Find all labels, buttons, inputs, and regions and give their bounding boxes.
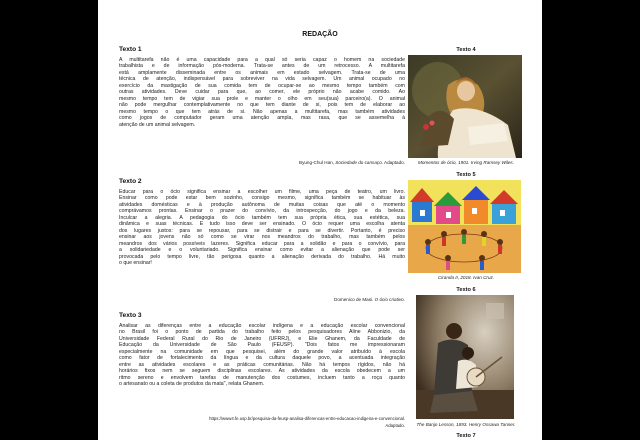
text-line: o que ensinar! xyxy=(119,259,152,266)
text-3-source: https://www4.fe.usp.br/pesquisa-da-feusp-analisa-diferencas-entre-educacao-indigena-e-convencional. xyxy=(209,416,405,421)
text-line: horários fixos nem se seguem disciplinas escolares. As atividades da escola obedecem a um xyxy=(119,368,405,375)
text-line: Educação da Universidade de São Paulo (FEUSP). "Dois fatos me impressionaram xyxy=(119,342,405,349)
painting-ciranda-svg xyxy=(408,180,521,273)
text-6-caption: The Banjo Lesson, 1893. Henry Ossawa Tanner. xyxy=(416,422,516,427)
text-line: meandros dos vários possíveis lazeres. Significa educar para a solidão e para o convívio, para xyxy=(119,240,405,247)
text-line: atividades domésticas e à produção autônoma de muitas coisas que até o momento xyxy=(119,201,405,208)
text-line: mesmo tempo tem de vigiar sua prole e manter o olho em seu(sua) parceiro(a). O animal xyxy=(119,95,405,102)
text-2-body xyxy=(119,189,405,266)
text-line: ensinar aos jovens não só como se virar nos meandros do trabalho, mas também pelos xyxy=(119,234,405,241)
document-page xyxy=(98,0,542,440)
text-line: dos lugares justos: para se repousar, para se distrair e para se divertir. Portanto, é preciso xyxy=(119,227,405,234)
text-line: Ensinar como pode estar bem sozinho, consigo mesmo, significa também se habituar às xyxy=(119,195,405,202)
painting-woman-reading-svg xyxy=(408,55,522,158)
text-line: trabalhista e de informação pós-moderna. Trata-se antes de um retrocesso. A multitarefa xyxy=(119,63,405,70)
page-title: REDAÇÃO xyxy=(302,31,338,38)
text-line: ritmo sereno e envolvem tarefas de manutenção dos costumes, incluem tanto a roça quanto xyxy=(119,374,405,381)
text-6-label: Texto 6 xyxy=(456,287,476,293)
text-line: não pode mergulhar contemplativamente no que tem diante de si, pois tem de elaborar ao xyxy=(119,102,405,109)
text-line: o artesanato ou a coleta de produtos da mata", relata Ghanem. xyxy=(119,381,265,388)
text-line: como jogos de computador geram uma atenção ampla, mas rasa, que se assemelha à xyxy=(119,115,405,122)
text-line: especialmente na comunidade em que pesquisei, além do grande valor atribuído à escola xyxy=(119,348,405,355)
painting-banjo-lesson-svg xyxy=(416,295,514,419)
text-line: outras atividades. Deve cuidar para que, ao comer, ele próprio não acabe comido. Ao xyxy=(119,89,405,96)
text-line: Inculcar a alegria. A pedagogia do ócio também tem sua própria ética, sua estética, sua xyxy=(119,214,405,221)
text-1-body xyxy=(119,57,405,128)
text-line: exercício da mastigação de sua comida tem de ocupar-se ao mesmo tempo também com xyxy=(119,82,405,89)
painting-ciranda xyxy=(408,180,521,273)
text-line: comprávamos prontas. Ensinar o prazer do convívio, da introspecção, do jogo e da beleza. xyxy=(119,208,405,215)
text-line: técnica de atenção, indispensável para sobreviver na vida selvagem. Um animal ocupado no xyxy=(119,76,405,83)
text-line: provocada pelo tempo livre, tão perigosa quanto a alienação derivada do trabalho. Há muito xyxy=(119,253,405,260)
text-4-label: Texto 4 xyxy=(456,47,476,53)
text-line: Universidade Federal Rural do Rio de Janeiro (UFRRJ), e Elie Ghanem, da Faculdade de xyxy=(119,335,405,342)
painting-banjo-lesson xyxy=(416,295,514,419)
text-1-label: Texto 1 xyxy=(119,46,142,53)
text-line: está amplamente disseminada entre os animais em estado selvagem. Trata-se de uma xyxy=(119,69,405,76)
text-5-caption: Ciranda II, 2018. Ivan Cruz. xyxy=(437,275,495,280)
painting-woman-reading xyxy=(408,55,522,158)
text-line: dinâmica e suas técnicas. E tudo isso deve ser ensinado. O ócio requer uma escolha atenta xyxy=(119,221,405,228)
text-line: mesmo tempo o que tem atrás de si. Não apenas a multitarefa, mas também atividades xyxy=(119,108,405,115)
text-2-source: Domenico de Masi. O ócio criativo. xyxy=(334,297,405,302)
text-7-label: Texto 7 xyxy=(456,433,476,439)
text-5-label: Texto 5 xyxy=(456,172,476,178)
text-line: Analisar as diferenças entre a educação escolar indígena e a educação escolar convencional xyxy=(119,323,405,329)
text-1-source: Byung-Chul Han, Sociedade do cansaço. Adaptado. xyxy=(299,160,405,165)
text-3-body xyxy=(119,323,405,388)
text-line: atenção de um animal selvagem. xyxy=(119,121,196,128)
text-3-label: Texto 3 xyxy=(119,312,142,319)
text-line: no Brasil foi o ponto de partida do trabalho feito pelos pesquisadores Aline Abbonizio, da xyxy=(119,329,405,336)
text-line: a solidariedade e o voluntariado. Significa ensinar como evitar a alienação que pode ser xyxy=(119,247,405,254)
text-2-label: Texto 2 xyxy=(119,178,142,185)
text-3-source-note: Adaptado. xyxy=(385,423,405,428)
text-line: A multitarefa não é uma capacidade para a qual só seria capaz o homem na sociedade xyxy=(119,57,405,63)
text-line: como fator de fortalecimento da língua e da cultura daquele povo, a acentuada integração xyxy=(119,355,405,362)
text-4-caption: Momentos de ócio, 1901. Irving Ramsey Wiles. xyxy=(418,160,514,165)
text-line: Educar para o ócio significa ensinar a escolher um filme, uma peça de teatro, um livro. xyxy=(119,189,405,195)
text-line: entre as atividades escolares e as práticas comunitárias. Não há tempos rígidos, não há xyxy=(119,361,405,368)
